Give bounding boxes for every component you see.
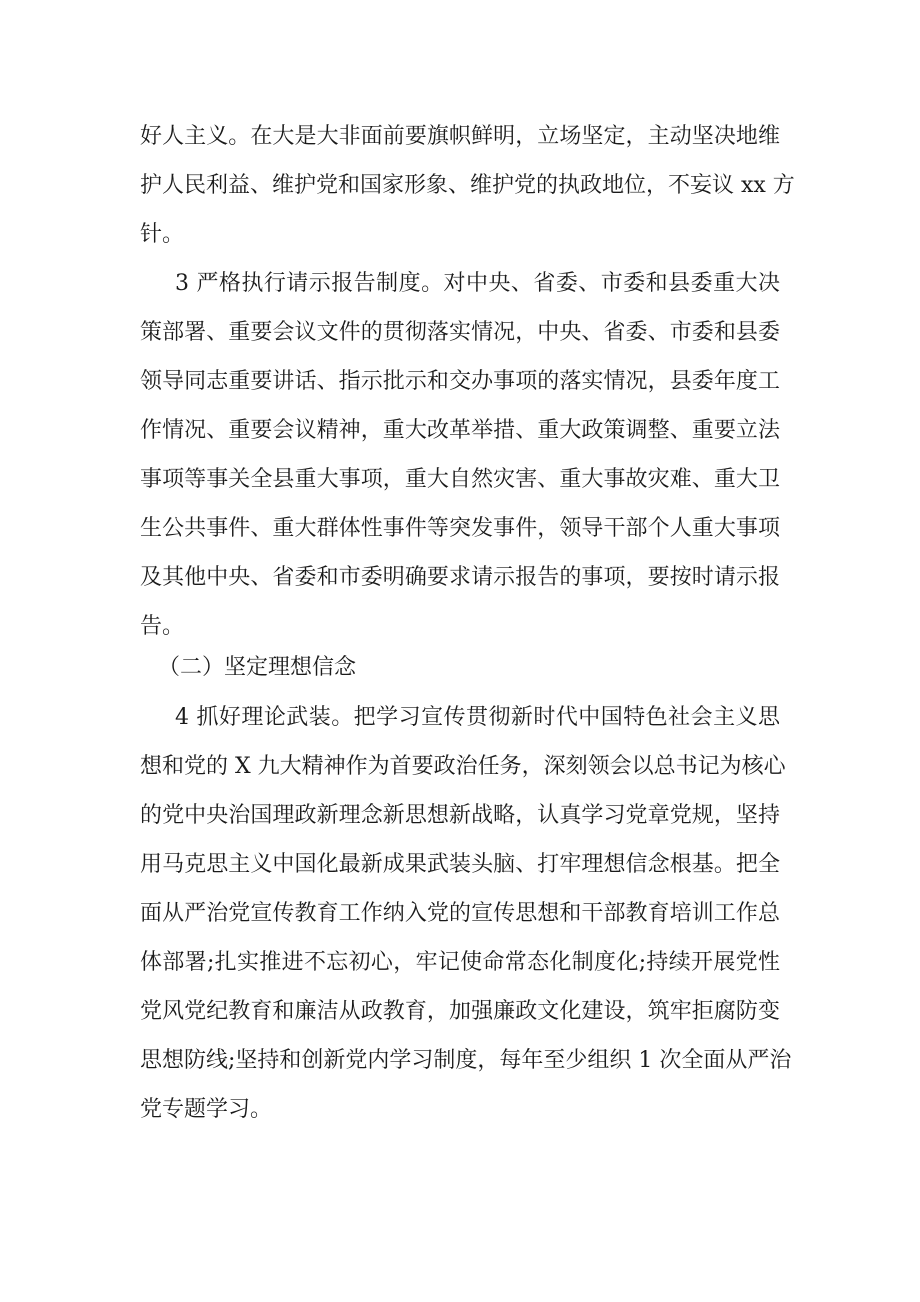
paragraph-line: 党专题学习。 xyxy=(140,1097,273,1122)
paragraph-line: 想和党的 X 九大精神作为首要政治任务，深刻领会以总书记为核心 xyxy=(140,754,786,779)
paragraph-line: 4 抓好理论武装。把学习宣传贯彻新时代中国特色社会主义思 xyxy=(175,705,780,730)
paragraph-line: 思想防线;坚持和创新党内学习制度，每年至少组织 1 次全面从严治 xyxy=(140,1048,792,1073)
section-heading: （二）坚定理想信念 xyxy=(158,655,357,680)
paragraph-line: 作情况、重要会议精神，重大改革举措、重大政策调整、重要立法 xyxy=(140,418,780,443)
paragraph-line: 护人民利益、维护党和国家形象、维护党的执政地位，不妄议 xx 方 xyxy=(140,173,795,198)
paragraph-line: 领导同志重要讲话、指示批示和交办事项的落实情况，县委年度工 xyxy=(140,369,780,394)
paragraph-line: 生公共事件、重大群体性事件等突发事件，领导干部个人重大事项 xyxy=(140,516,780,541)
paragraph-line: 策部署、重要会议文件的贯彻落实情况，中央、省委、市委和县委 xyxy=(140,320,780,345)
paragraph-line: 好人主义。在大是大非面前要旗帜鲜明，立场坚定，主动坚决地维 xyxy=(140,124,780,149)
paragraph-line: 用马克思主义中国化最新成果武装头脑、打牢理想信念根基。把全 xyxy=(140,852,780,877)
paragraph-line: 面从严治党宣传教育工作纳入党的宣传思想和干部教育培训工作总 xyxy=(140,901,780,926)
paragraph-line: 告。 xyxy=(140,614,185,639)
paragraph-line: 针。 xyxy=(140,222,185,247)
paragraph-line: 事项等事关全县重大事项，重大自然灾害、重大事故灾难、重大卫 xyxy=(140,467,780,492)
paragraph-line: 的党中央治国理政新理念新思想新战略，认真学习党章党规，坚持 xyxy=(140,803,780,828)
paragraph-line: 及其他中央、省委和市委明确要求请示报告的事项，要按时请示报 xyxy=(140,565,780,590)
paragraph-line: 党风党纪教育和廉洁从政教育，加强廉政文化建设，筑牢拒腐防变 xyxy=(140,999,780,1024)
paragraph-line: 体部署;扎实推进不忘初心，牢记使命常态化制度化;持续开展党性 xyxy=(140,950,780,975)
paragraph-line: 3 严格执行请示报告制度。对中央、省委、市委和县委重大决 xyxy=(175,271,780,296)
